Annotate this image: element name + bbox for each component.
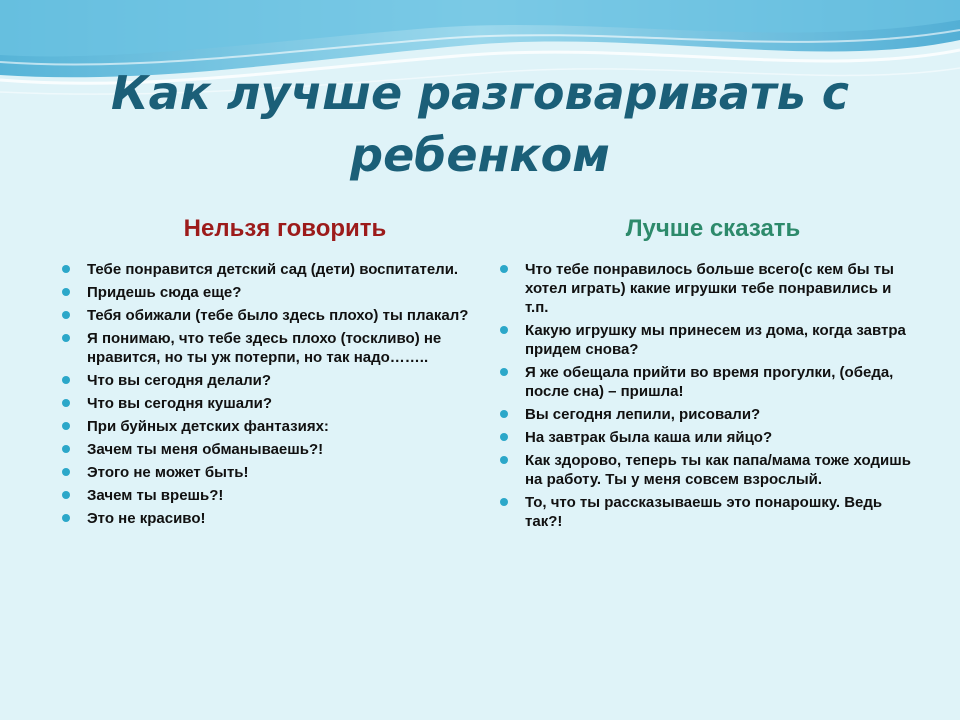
list-item-text: Это не красиво! <box>87 510 206 527</box>
bullet-icon <box>62 445 70 453</box>
list-item <box>60 306 470 325</box>
list-item-text: Я понимаю, что тебе здесь плохо (тоскливо) не нравится, но ты уж потерпи, но так надо…….. <box>87 330 442 366</box>
dont-say-heading: Нельзя говорить <box>183 215 387 242</box>
list-item-text: Зачем ты врешь?! <box>87 487 224 504</box>
bullet-icon <box>62 376 70 384</box>
list-item-text: Этого не может быть! <box>87 464 249 481</box>
bullet-icon <box>62 265 70 273</box>
bullet-icon <box>500 326 508 334</box>
list-item <box>60 283 470 302</box>
list-item <box>498 451 918 489</box>
bullet-icon <box>500 368 508 376</box>
bullet-icon <box>62 311 70 319</box>
bullet-icon <box>62 334 70 342</box>
list-item-text: Тебя обижали (тебе было здесь плохо) ты плакал? <box>87 307 469 324</box>
bullet-icon <box>500 433 508 441</box>
bullet-icon <box>62 422 70 430</box>
bullet-icon <box>500 410 508 418</box>
list-item-text: Я же обещала прийти во время прогулки, (обеда, после сна) – пришла! <box>525 364 894 400</box>
page-title: Как лучше разговаривать с ребенком <box>110 66 850 182</box>
bullet-icon <box>62 514 70 522</box>
list-item <box>498 493 918 531</box>
list-item <box>60 417 470 436</box>
list-item-text: Что вы сегодня кушали? <box>87 395 273 412</box>
list-item <box>498 260 918 317</box>
list-item-text: Что вы сегодня делали? <box>87 372 272 389</box>
list-item-text: Зачем ты меня обманываешь?! <box>87 441 324 458</box>
list-item-text: При буйных детских фантазиях: <box>87 418 329 435</box>
list-item <box>60 394 470 413</box>
bullet-icon <box>500 456 508 464</box>
list-item <box>60 371 470 390</box>
better-say-heading: Лучше сказать <box>625 215 801 242</box>
list-item <box>60 329 470 367</box>
bullet-icon <box>62 399 70 407</box>
list-item-text: На завтрак была каша или яйцо? <box>525 429 773 446</box>
bullet-icon <box>62 491 70 499</box>
list-item-text: Тебе понравится детский сад (дети) воспитатели. <box>87 261 459 278</box>
better-say-column <box>498 214 918 535</box>
list-item <box>60 260 470 279</box>
list-item-text: Что тебе понравилось больше всего(с кем бы ты хотел играть) какие игрушки тебе понравились и т.п. <box>525 261 894 316</box>
list-item-text: То, что ты рассказываешь это понарошку. Ведь так?! <box>525 494 883 530</box>
list-item-text: Как здорово, теперь ты как папа/мама тоже ходишь на работу. Ты у меня совсем взрослый. <box>525 452 911 488</box>
bullet-icon <box>62 468 70 476</box>
list-item <box>60 486 470 505</box>
list-item <box>498 363 918 401</box>
bullet-icon <box>500 265 508 273</box>
dont-say-column <box>60 214 470 532</box>
list-item-text: Какую игрушку мы принесем из дома, когда завтра придем снова? <box>525 322 906 358</box>
better-say-list <box>498 260 918 531</box>
dont-say-list <box>60 260 470 528</box>
list-item <box>498 405 918 424</box>
bullet-icon <box>62 288 70 296</box>
bullet-icon <box>500 498 508 506</box>
list-item <box>498 321 918 359</box>
list-item <box>498 428 918 447</box>
list-item <box>60 463 470 482</box>
list-item-text: Вы сегодня лепили, рисовали? <box>525 406 761 423</box>
list-item <box>60 509 470 528</box>
list-item-text: Придешь сюда еще? <box>87 284 242 301</box>
list-item <box>60 440 470 459</box>
